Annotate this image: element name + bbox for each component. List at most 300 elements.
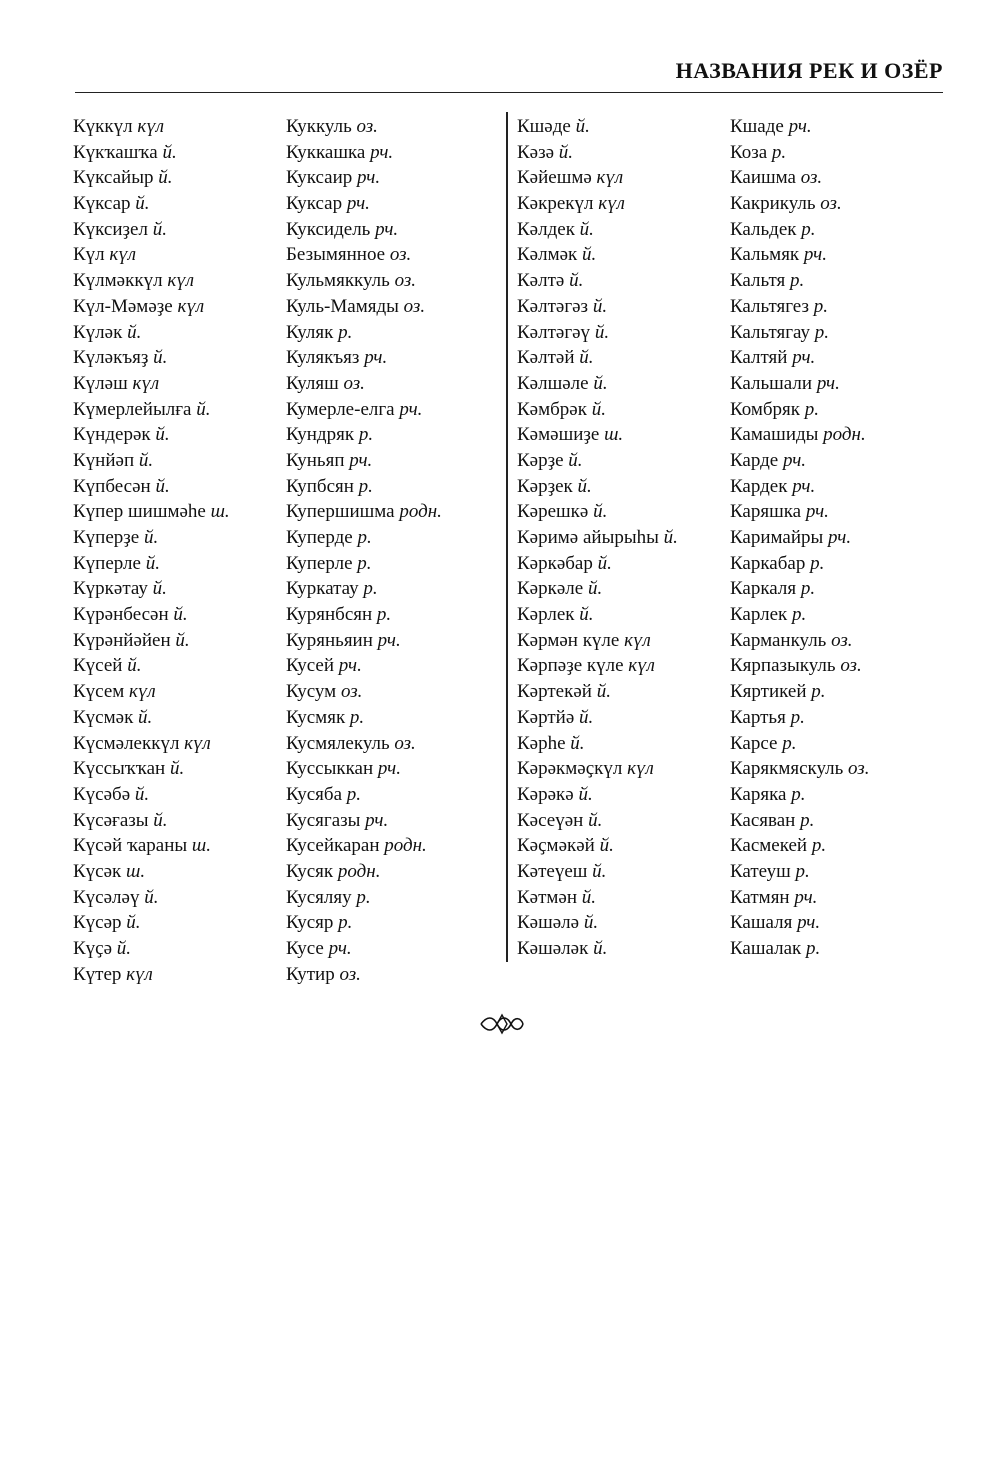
entry-name: Карсе bbox=[730, 732, 778, 754]
entry-type-abbreviation: рч. bbox=[828, 527, 852, 548]
russian-entry bbox=[730, 422, 869, 448]
entry-name: Кальтягез bbox=[730, 295, 809, 317]
entry-name: Кярпазыкуль bbox=[730, 655, 836, 677]
entry-type-abbreviation: й. bbox=[568, 449, 583, 471]
entry-type-abbreviation: рч. bbox=[338, 655, 362, 677]
bashkir-entry bbox=[73, 756, 230, 782]
entry-name: Кәлтәй bbox=[517, 347, 575, 369]
entry-type-abbreviation: й. bbox=[138, 706, 153, 728]
entry-name: Касмекей bbox=[730, 835, 808, 857]
russian-entry bbox=[730, 499, 869, 525]
russian-entry bbox=[286, 525, 442, 551]
russian-entry bbox=[286, 936, 442, 962]
russian-entry bbox=[286, 499, 442, 525]
russian-entry bbox=[286, 242, 442, 268]
entry-type-abbreviation: күл bbox=[598, 193, 625, 215]
entry-name: Кулякъяз bbox=[286, 347, 360, 369]
entry-name: Күрәнйәйен bbox=[73, 629, 171, 651]
entry-type-abbreviation: оз. bbox=[394, 732, 416, 754]
entry-type-abbreviation: оз. bbox=[394, 270, 416, 292]
entry-name: Кәрһе bbox=[517, 732, 566, 754]
bashkir-entry bbox=[517, 808, 678, 834]
entry-name: Кәсеүән bbox=[517, 809, 584, 831]
entry-name: Купбсян bbox=[286, 475, 354, 497]
bashkir-entry bbox=[73, 833, 230, 859]
russian-entry bbox=[286, 371, 442, 397]
entry-name: Каишма bbox=[730, 167, 796, 189]
entry-name: Карякмяскуль bbox=[730, 758, 844, 780]
russian-entry bbox=[286, 962, 442, 988]
russian-entry bbox=[730, 551, 869, 577]
entry-type-abbreviation: рч. bbox=[797, 912, 821, 934]
bashkir-entry bbox=[517, 833, 678, 859]
entry-name: Күнйәп bbox=[73, 449, 135, 471]
entry-name: Картья bbox=[730, 706, 786, 728]
entry-type-abbreviation: родн. bbox=[399, 501, 442, 523]
entry-type-abbreviation: й. bbox=[175, 629, 190, 651]
entry-name: Куркатау bbox=[286, 578, 359, 600]
russian-entry bbox=[730, 165, 869, 191]
entry-name: Кәйешмә bbox=[517, 167, 592, 189]
russian-entry bbox=[730, 397, 869, 423]
bashkir-entry bbox=[73, 294, 230, 320]
entry-name: Куперде bbox=[286, 527, 353, 548]
russian-entry bbox=[286, 217, 442, 243]
bashkir-entry bbox=[73, 936, 230, 962]
entry-type-abbreviation: й. bbox=[588, 809, 603, 831]
russian-entry bbox=[286, 782, 442, 808]
entry-name: Кусягазы bbox=[286, 809, 361, 831]
entry-type-abbreviation: й. bbox=[127, 321, 142, 343]
entry-name: Күсәғазы bbox=[73, 809, 149, 831]
entry-type-abbreviation: рч. bbox=[805, 501, 829, 523]
bashkir-entry bbox=[517, 653, 678, 679]
entry-name: Күсмәлеккүл bbox=[73, 732, 180, 754]
entry-name: Куряньяин bbox=[286, 629, 373, 651]
entry-type-abbreviation: р. bbox=[813, 295, 828, 317]
entry-name: Каряшка bbox=[730, 501, 802, 523]
entry-type-abbreviation: й. bbox=[145, 552, 160, 574]
bashkir-entry bbox=[517, 268, 678, 294]
russian-entry bbox=[730, 756, 869, 782]
entry-name: Кәлтәгәз bbox=[517, 295, 589, 317]
entry-name: Күсей bbox=[73, 655, 123, 677]
entry-name: Кәрәкмәҫкүл bbox=[517, 758, 623, 780]
entry-type-abbreviation: й. bbox=[153, 347, 168, 369]
bashkir-entry bbox=[517, 936, 678, 962]
entry-name: Куссыккан bbox=[286, 758, 374, 780]
entry-type-abbreviation: оз. bbox=[831, 629, 853, 651]
russian-entry bbox=[730, 705, 869, 731]
russian-entry bbox=[286, 705, 442, 731]
russian-entry bbox=[286, 140, 442, 166]
russian-entry bbox=[286, 653, 442, 679]
entry-type-abbreviation: й. bbox=[593, 372, 608, 394]
entry-type-abbreviation: р. bbox=[795, 860, 810, 882]
entry-type-abbreviation: ш. bbox=[126, 860, 146, 882]
entry-type-abbreviation: й. bbox=[592, 860, 607, 882]
entry-name: Күсем bbox=[73, 681, 125, 703]
entry-type-abbreviation: й. bbox=[581, 886, 597, 908]
entry-type-abbreviation: р. bbox=[790, 706, 805, 728]
entry-type-abbreviation: р. bbox=[357, 527, 372, 548]
entry-type-abbreviation: р. bbox=[800, 578, 816, 600]
russian-entry bbox=[286, 910, 442, 936]
bashkir-entry bbox=[517, 165, 678, 191]
entry-type-abbreviation: й. bbox=[579, 347, 594, 369]
russian-entry bbox=[730, 114, 869, 140]
entry-type-abbreviation: й. bbox=[135, 193, 150, 215]
entry-name: Күсәбә bbox=[73, 783, 131, 805]
bashkir-entry bbox=[517, 679, 678, 705]
bashkir-entry bbox=[73, 474, 230, 500]
entry-name: Күндерәк bbox=[73, 424, 151, 446]
bashkir-entry bbox=[517, 217, 678, 243]
entry-name: Кундряк bbox=[286, 424, 355, 446]
russian-entry bbox=[730, 576, 869, 602]
entry-name: Кәртйә bbox=[517, 706, 575, 728]
russian-entry bbox=[730, 731, 869, 757]
entry-name: Купершишма bbox=[286, 501, 395, 523]
entry-name: Кәлшәле bbox=[517, 372, 589, 394]
entry-type-abbreviation: оз. bbox=[356, 116, 378, 137]
entry-name: Күперҙе bbox=[73, 527, 140, 548]
bashkir-entry bbox=[517, 320, 678, 346]
russian-entry bbox=[730, 448, 869, 474]
entry-type-abbreviation: рч. bbox=[364, 347, 388, 369]
entry-name: Катеуш bbox=[730, 860, 791, 882]
russian-entry bbox=[730, 191, 869, 217]
ornament-icon bbox=[479, 1012, 525, 1036]
entry-type-abbreviation: рч. bbox=[794, 886, 818, 908]
entry-type-abbreviation: р. bbox=[338, 321, 353, 343]
entry-type-abbreviation: рч. bbox=[346, 193, 370, 215]
entry-type-abbreviation: й. bbox=[596, 681, 611, 703]
russian-entry bbox=[286, 268, 442, 294]
entry-name: Куль-Мамяды bbox=[286, 295, 399, 317]
bashkir-entry bbox=[517, 422, 678, 448]
bashkir-entry bbox=[73, 114, 230, 140]
bashkir-entry bbox=[73, 576, 230, 602]
russian-entry bbox=[286, 679, 442, 705]
entry-type-abbreviation: й. bbox=[577, 475, 592, 497]
bashkir-entry bbox=[517, 242, 678, 268]
entry-type-abbreviation: күл bbox=[129, 681, 156, 703]
bashkir-entry bbox=[517, 114, 678, 140]
entry-type-abbreviation: й. bbox=[663, 527, 678, 548]
entry-type-abbreviation: оз. bbox=[820, 193, 842, 215]
entry-type-abbreviation: й. bbox=[144, 886, 159, 908]
entry-type-abbreviation: й. bbox=[583, 912, 599, 934]
russian-entry bbox=[730, 833, 869, 859]
entry-name: Калтяй bbox=[730, 347, 788, 369]
entry-name: Кәрпәҙе күле bbox=[517, 655, 624, 677]
entry-type-abbreviation: й. bbox=[162, 141, 177, 163]
entry-name: Күсәләү bbox=[73, 886, 140, 908]
entry-name: Кәтеүеш bbox=[517, 860, 588, 882]
bashkir-entry bbox=[517, 885, 678, 911]
entry-type-abbreviation: рч. bbox=[365, 809, 389, 831]
russian-entry bbox=[286, 191, 442, 217]
russian-entry bbox=[286, 731, 442, 757]
entry-type-abbreviation: й. bbox=[153, 809, 168, 831]
entry-type-abbreviation: й. bbox=[169, 758, 185, 780]
entry-type-abbreviation: р. bbox=[358, 424, 374, 446]
bashkir-entry bbox=[517, 731, 678, 757]
entry-type-abbreviation: р. bbox=[346, 783, 362, 805]
russian-entry bbox=[286, 320, 442, 346]
entry-name: Кашаля bbox=[730, 912, 793, 934]
russian-entry bbox=[730, 268, 869, 294]
entry-type-abbreviation: родн. bbox=[384, 835, 427, 857]
entry-type-abbreviation: р. bbox=[358, 475, 373, 497]
bashkir-entry bbox=[73, 910, 230, 936]
entry-name: Кусейкаран bbox=[286, 835, 380, 857]
entry-name: Кусяба bbox=[286, 783, 343, 805]
entry-type-abbreviation: й. bbox=[138, 449, 154, 471]
bashkir-entry bbox=[73, 859, 230, 885]
entry-name: Күксар bbox=[73, 193, 131, 215]
russian-entry bbox=[286, 114, 442, 140]
entry-type-abbreviation: р. bbox=[363, 578, 378, 600]
bashkir-entry bbox=[73, 448, 230, 474]
entry-name: Кәшәлә bbox=[517, 912, 580, 934]
entry-name: Кусум bbox=[286, 681, 337, 703]
entry-type-abbreviation: ш. bbox=[210, 501, 230, 523]
entry-name: Күҫә bbox=[73, 938, 113, 959]
bashkir-entry bbox=[73, 782, 230, 808]
russian-entry bbox=[730, 936, 869, 962]
entry-name: Кәрлек bbox=[517, 604, 575, 626]
entry-type-abbreviation: күл bbox=[628, 655, 655, 677]
page-title: НАЗВАНИЯ РЕК И ОЗЁР bbox=[675, 58, 943, 83]
entry-type-abbreviation: күл bbox=[177, 295, 205, 317]
russian-entry bbox=[730, 859, 869, 885]
entry-type-abbreviation: оз. bbox=[339, 963, 361, 985]
entry-name: Кәркәбар bbox=[517, 552, 593, 574]
entry-name: Каркабар bbox=[730, 552, 806, 574]
russian-entry bbox=[730, 371, 869, 397]
russian-entry bbox=[286, 422, 442, 448]
entry-type-abbreviation: күл bbox=[167, 270, 194, 292]
bashkir-entry bbox=[73, 345, 230, 371]
entry-name: Кәримә айырыһы bbox=[517, 527, 659, 548]
entry-name: Күперле bbox=[73, 552, 141, 574]
entry-type-abbreviation: й. bbox=[592, 295, 608, 317]
entry-type-abbreviation: рч. bbox=[816, 372, 840, 394]
entry-type-abbreviation: р. bbox=[792, 604, 807, 626]
entry-type-abbreviation: й. bbox=[578, 783, 593, 805]
entry-name: Карманкуль bbox=[730, 629, 827, 651]
entry-name: Каркаля bbox=[730, 578, 797, 600]
bashkir-entry bbox=[73, 628, 230, 654]
bashkir-entry bbox=[517, 345, 678, 371]
russian-entry bbox=[730, 602, 869, 628]
entry-type-abbreviation: рч. bbox=[803, 244, 827, 266]
bashkir-entry bbox=[517, 782, 678, 808]
entry-type-abbreviation: рч. bbox=[377, 629, 401, 651]
russian-entry bbox=[730, 653, 869, 679]
entry-type-abbreviation: родн. bbox=[823, 424, 866, 446]
entry-name: Кусяр bbox=[286, 912, 334, 934]
entry-type-abbreviation: күл bbox=[132, 372, 160, 394]
entry-type-abbreviation: күл bbox=[137, 116, 165, 137]
bashkir-entry bbox=[517, 859, 678, 885]
bashkir-entry bbox=[517, 474, 678, 500]
bashkir-entry bbox=[73, 371, 230, 397]
bashkir-entry bbox=[517, 756, 678, 782]
entry-name: Кәрәкә bbox=[517, 783, 574, 805]
russian-entry bbox=[730, 910, 869, 936]
entry-name: Карде bbox=[730, 449, 779, 471]
entry-name: Кальтягау bbox=[730, 321, 810, 343]
bashkir-entry bbox=[73, 217, 230, 243]
entry-type-abbreviation: р. bbox=[805, 938, 821, 959]
entry-type-abbreviation: рч. bbox=[349, 449, 373, 471]
entry-type-abbreviation: й. bbox=[558, 141, 574, 163]
entry-name: Күкҡашҡа bbox=[73, 141, 158, 163]
entry-name: Куляш bbox=[286, 372, 339, 394]
entry-type-abbreviation: оз. bbox=[343, 372, 365, 394]
bashkir-entry bbox=[73, 525, 230, 551]
entry-type-abbreviation: й. bbox=[593, 501, 608, 523]
entry-type-abbreviation: р. bbox=[771, 141, 787, 163]
entry-name: Каримайры bbox=[730, 527, 824, 548]
column-divider bbox=[506, 112, 508, 962]
entry-name: Кәрмән күле bbox=[517, 629, 620, 651]
entry-type-abbreviation: й. bbox=[127, 655, 142, 677]
entry-type-abbreviation: й. bbox=[155, 424, 170, 446]
bashkir-entry bbox=[73, 653, 230, 679]
entry-type-abbreviation: р. bbox=[811, 681, 826, 703]
entry-name: Кусяляу bbox=[286, 886, 352, 908]
russian-entry bbox=[730, 525, 869, 551]
entry-name: Куксаир bbox=[286, 167, 353, 189]
bashkir-entry bbox=[73, 397, 230, 423]
russian-entry bbox=[730, 679, 869, 705]
entry-type-abbreviation: й. bbox=[579, 604, 594, 626]
entry-type-abbreviation: рч. bbox=[792, 347, 816, 369]
entry-name: Кәҫмәкәй bbox=[517, 835, 595, 857]
entry-type-abbreviation: й. bbox=[126, 912, 141, 934]
russian-entry bbox=[730, 628, 869, 654]
entry-type-abbreviation: й. bbox=[582, 244, 597, 266]
russian-entry bbox=[286, 165, 442, 191]
bashkir-entry bbox=[517, 705, 678, 731]
entry-type-abbreviation: ш. bbox=[604, 424, 624, 446]
entry-name: Кшәде bbox=[517, 116, 571, 137]
entry-name: Кусей bbox=[286, 655, 335, 677]
entry-name: Кәмбрәк bbox=[517, 398, 587, 420]
entry-name: Камашиды bbox=[730, 424, 819, 446]
bashkir-entry bbox=[517, 628, 678, 654]
entry-name: Кәшәләк bbox=[517, 938, 589, 959]
entry-type-abbreviation: р. bbox=[804, 398, 820, 420]
entry-name: Какрикуль bbox=[730, 193, 816, 215]
entry-name: Кяртикей bbox=[730, 681, 807, 703]
entry-type-abbreviation: р. bbox=[811, 835, 827, 857]
entry-name: Кәлтә bbox=[517, 270, 565, 292]
entry-type-abbreviation: күл bbox=[624, 629, 651, 651]
bashkir-entry bbox=[517, 140, 678, 166]
entry-type-abbreviation: й. bbox=[134, 783, 150, 805]
entry-type-abbreviation: оз. bbox=[848, 758, 870, 780]
entry-name: Күсәй ҡараны bbox=[73, 835, 188, 857]
russian-entry bbox=[730, 217, 869, 243]
entry-name: Кусе bbox=[286, 938, 324, 959]
entry-name: Кульмяккуль bbox=[286, 270, 390, 292]
bashkir-entry bbox=[73, 679, 230, 705]
entry-type-abbreviation: оз. bbox=[403, 295, 426, 317]
entry-type-abbreviation: күл bbox=[109, 244, 137, 266]
entry-name: Куккашка bbox=[286, 141, 366, 163]
entry-name: Куккуль bbox=[286, 116, 352, 137]
entry-name: Күл bbox=[73, 244, 105, 266]
russian-entry bbox=[286, 474, 442, 500]
russian-entry bbox=[286, 294, 442, 320]
entry-type-abbreviation: й. bbox=[593, 938, 608, 959]
entry-type-abbreviation: күл bbox=[126, 963, 153, 985]
entry-type-abbreviation: рч. bbox=[782, 449, 807, 471]
entry-name: Күксиҙел bbox=[73, 218, 148, 240]
entry-name: Катмян bbox=[730, 886, 790, 908]
entry-type-abbreviation: й. bbox=[155, 475, 170, 497]
bashkir-entry bbox=[517, 448, 678, 474]
entry-type-abbreviation: й. bbox=[591, 398, 606, 420]
russian-entry bbox=[286, 345, 442, 371]
entry-name: Кәрҙек bbox=[517, 475, 573, 497]
russian-entry bbox=[286, 397, 442, 423]
entry-name: Кәрҙе bbox=[517, 449, 564, 471]
russian-entry bbox=[730, 242, 869, 268]
entry-type-abbreviation: оз. bbox=[389, 244, 412, 266]
entry-type-abbreviation: р. bbox=[357, 552, 372, 574]
entry-type-abbreviation: рч. bbox=[377, 758, 401, 780]
entry-name: Куляк bbox=[286, 321, 334, 343]
russian-entry bbox=[730, 782, 869, 808]
entry-name: Күккүл bbox=[73, 116, 133, 137]
entry-type-abbreviation: й. bbox=[143, 527, 159, 548]
bashkir-entry bbox=[517, 397, 678, 423]
bashkir-entry bbox=[73, 268, 230, 294]
russian-entry bbox=[730, 808, 869, 834]
entry-name: Безымянное bbox=[286, 244, 386, 266]
bashkir-entry bbox=[73, 705, 230, 731]
entry-name: Күсәр bbox=[73, 912, 122, 934]
bashkir-entry bbox=[73, 808, 230, 834]
entry-type-abbreviation: оз. bbox=[800, 167, 823, 189]
russian-entry bbox=[286, 756, 442, 782]
entry-name: Кардек bbox=[730, 475, 788, 497]
bashkir-entry bbox=[73, 499, 230, 525]
running-header bbox=[75, 52, 943, 93]
bashkir-entry bbox=[517, 551, 678, 577]
bashkir-entry bbox=[73, 551, 230, 577]
entry-name: Күләк bbox=[73, 321, 123, 343]
russian-names-column-right bbox=[730, 114, 869, 962]
entry-type-abbreviation: й. bbox=[158, 167, 173, 189]
entry-type-abbreviation: й. bbox=[587, 578, 603, 600]
entry-name: Карлек bbox=[730, 604, 788, 626]
entry-type-abbreviation: рч. bbox=[328, 938, 352, 959]
entry-name: Күсәк bbox=[73, 860, 122, 882]
entry-name: Каряка bbox=[730, 783, 787, 805]
entry-type-abbreviation: р. bbox=[376, 604, 392, 626]
russian-entry bbox=[286, 602, 442, 628]
entry-type-abbreviation: рч. bbox=[375, 218, 399, 240]
entry-name: Кашалак bbox=[730, 938, 802, 959]
russian-entry bbox=[730, 474, 869, 500]
